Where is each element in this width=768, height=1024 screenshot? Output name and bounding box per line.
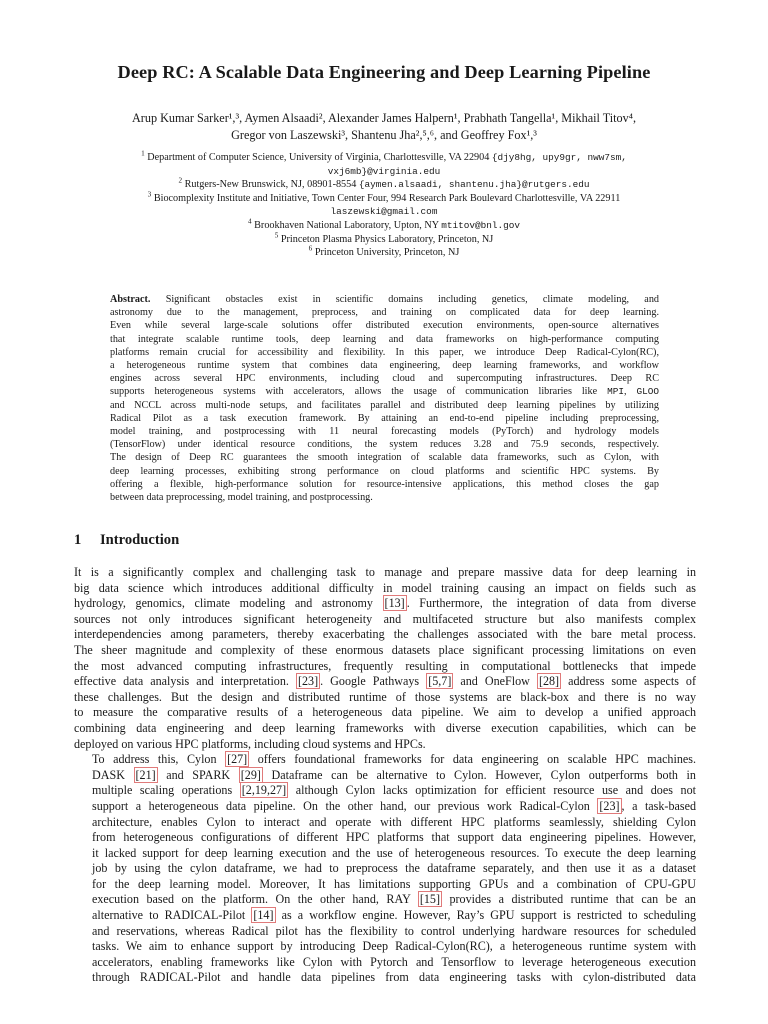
affiliation-text: Rutgers-New Brunswick, NJ, 08901-8554 [184,179,357,191]
abstract-line: that integrate scalable runtime tools, deep learning and data frameworks on high-performance computing [110,333,659,345]
affiliation-text: Biocomplexity Institute and Initiative, Town Center Four, 994 Research Park Boulevard Charlottesville, VA 22911 [153,192,621,204]
author-list [40,110,728,144]
author-line: Arup Kumar Sarker¹,³, Aymen Alsaadi², Alexander James Halpern¹, Prabhath Tangella¹, Mikhail Titov⁴, [131,111,636,125]
affiliation-text: Princeton Plasma Physics Laboratory, Princeton, NJ [280,233,494,245]
affiliation-number: 1 [141,149,145,158]
affiliation-item [40,205,728,219]
affiliation-number: 4 [247,217,252,226]
affiliation-item [40,178,728,192]
citation-link[interactable]: [15] [419,892,440,907]
abstract-line: Abstract. Significant obstacles exist in scientific domains including genetics, climate modeling, and [110,294,660,305]
affiliation-list [40,151,728,260]
abstract-line: platforms remain crucial for accessibility and flexibility. In this paper, we introduce Deep Radical-Cylon(RC), [110,346,659,358]
abstract-line: deep learning processes, exhibiting strong performance on cloud platforms and scientific HPC systems. By [110,465,659,477]
abstract-line: offering a flexible, high-performance solution for resource-intensive applications, this method closes the gap [110,478,659,490]
affiliation-number: 3 [147,190,152,199]
affiliation-text: Brookhaven National Laboratory, Upton, NY [254,219,439,231]
citation-link[interactable]: [23] [297,674,319,689]
abstract-line: and NCCL across multi-node setups, and facilitates parallel and distributed deep learning pipelines by utilizing [110,399,659,411]
affiliation-item [40,246,728,260]
paper-title: Deep RC: A Scalable Data Engineering and Deep Learning Pipeline [117,62,651,82]
code-mpi: MPI [607,386,624,398]
section-title: Introduction [100,532,180,548]
affiliation-item [40,219,728,233]
citation-link[interactable]: [29] [240,767,261,782]
abstract-line: Radical Pilot as a task execution framework. By attaining an end-to-end pipeline including preprocessing, [110,412,659,424]
affiliation-email: vxj6mb}@virginia.edu [327,165,441,177]
section-heading [74,532,179,549]
citation-link[interactable]: [21] [135,767,156,782]
affiliation-email: laszewski@gmail.com [330,206,438,218]
affiliation-number: 6 [308,244,313,253]
citation-link[interactable]: [27] [227,752,248,767]
paragraph: To address this, Cylon [27] offers foundational frameworks for data engineering on scalable HPC machines. DASK [21] and SPARK [29] Dataframe can be alternative to Cylon. However, Cylon outperforms both in multiple scaling operations [2,19,27] although Cylon lacks optimization for efficient resource use and does not support a heterogeneous data pipeline. On the other hand, our previous work Radical-Cylon [23] , a task-based architecture, enables Cylon to interact and operate with different HPC platforms seamlessly, shielding Cylon from heterogeneous configurations of different HPC platforms that support data engineering pipelines. However, it lacked support for deep learning execution and the use of heterogeneous resources. To execute the deep learning job by using the cylon dataframe, we had to preprocess the dataframe separately, and then use it as a dataset for the deep learning model. Moreover, It has limitations supporting GPUs and a combination of CPU-GPU execution based on the platform. On the other hand, RAY [15] provides a distributed runtime that can be an alternative to RADICAL-Pilot [14] as a workflow engine. However, Ray’s GPU support is restricted to scheduling and reservations, whereas Radical pilot has the flexibility to control underlying hardware resources for scheduled tasks. We aim to enhance support by introducing Deep Radical-Cylon(RC), a heterogeneous runtime system with accelerators, enabling frameworks like Cylon with Pytorch and Tensorflow to leverage heterogeneous execution through RADICAL-Pilot and handle data pipelines from data engineering tasks with cylon-distributed data [92,752,696,985]
abstract-line: engines across several HPC environments, including cloud and supercomputing infrastructures. Deep RC [110,373,659,385]
affiliation-number: 5 [274,231,279,240]
affiliation-item [40,192,728,206]
affiliation-item [40,151,728,165]
citation-link[interactable]: [14] [253,908,274,923]
code-gloo: GLOO [636,386,659,398]
abstract-line: The design of Deep RC guarantees the smooth integration of scalable data frameworks, such as Cylon, with [110,452,659,464]
paragraph: It is a significantly complex and challenging task to manage and prepare massive data for deep learning in big data science which introduces additional difficulty in model training causing an impact on fields such as hydrology, genomics, climate modeling and astronomy [13] . Furthermore, the integration of data from diverse sources not only introduces significant heterogeneity and multifaceted structure but also manifests complex interdependencies among parameters, thereby exacerbating the challenges associated with the bare metal process. The sheer magnitude and complexity of these enormous datasets place significant processing limitations on even the most advanced computing infrastructures, frequently resulting in computational bottlenecks that impede effective data analysis and interpretation. [23] . Google Pathways [5,7] and OneFlow [28] address some aspects of these challenges. But the design and distributed runtime of those systems are black-box and there is no way to measure the comparative results of a heterogeneous data pipeline. We aim to develop a unified approach combining data engineering and deep learning frameworks with diverse execution capabilities, which can be deployed on various HPC platforms, including cloud systems and HPCs. [74,565,696,751]
author-line: Gregor von Laszewski³, Shantenu Jha²,⁵,⁶, and Geoffrey Fox¹,³ [231,128,537,142]
abstract-label: Abstract. [110,294,151,305]
abstract-line: model training, and postprocessing with 11 neural forecasting models (PyTorch) and hydrology models [110,426,659,438]
body-text [74,565,696,986]
affiliation-email: mtitov@bnl.gov [441,219,520,231]
affiliation-text: Department of Computer Science, University of Virginia, Charlottesville, VA 22904 [147,152,490,163]
abstract [110,293,659,504]
affiliation-item [40,165,728,179]
section-number: 1 [74,532,82,548]
abstract-line: astronomy due to the management, preprocess, and training on complicated data for deep learning. [110,307,659,319]
affiliation-text: Princeton University, Princeton, NJ [314,247,460,259]
citation-link[interactable]: [2,19,27] [241,783,287,798]
affiliation-number: 2 [178,176,183,185]
citation-link[interactable]: [28] [538,674,560,689]
citation-link[interactable]: [5,7] [428,674,452,689]
abstract-line: between data preprocessing, model training, and postprocessing. [110,492,373,504]
affiliation-email: {aymen.alsaadi, shantenu.jha}@rutgers.edu [358,179,590,191]
citation-link[interactable]: [13] [384,596,405,611]
abstract-line: a heterogeneous runtime system that combines data engineering, deep learning frameworks, and workflow [110,360,659,372]
affiliation-item [40,233,728,247]
abstract-line: Even while several large-scale solutions offer distributed execution environments, open-source alternatives [110,320,659,332]
abstract-line: (TensorFlow) under identical resource conditions, the system reduces 3.28 and 75.9 seconds, respectively. [110,439,659,451]
affiliation-email: {djy8hg, upy9gr, nww7sm, [491,152,627,163]
citation-link[interactable]: [23] [599,798,620,813]
abstract-line: supports heterogeneous systems with accelerators, allows the usage of communication libraries like MPI, GLOO [110,386,659,398]
